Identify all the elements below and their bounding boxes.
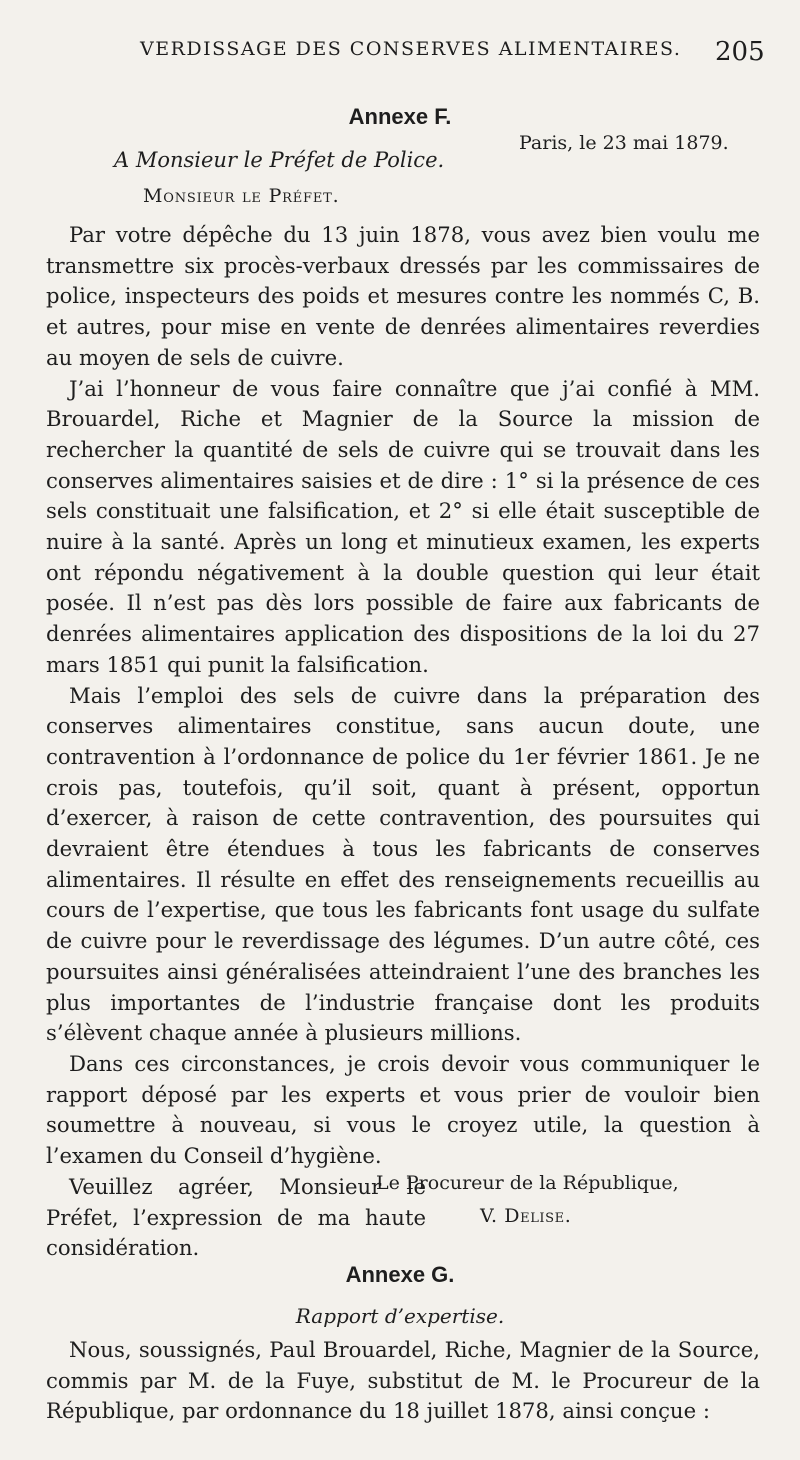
annex-g-title: Annexe G.: [345, 1262, 455, 1287]
letter-body: [46, 220, 760, 1264]
letter-paragraph: Dans ces circonstances, je crois devoir vous communiquer le rapport déposé par les experts et vous prier de vouloir bien soumettre à nouveau, si vous le croyez utile, la question à l’examen du Conseil d’hygiène.: [46, 1050, 760, 1169]
letter-addressee: A Monsieur le Préfet de Police.: [114, 148, 445, 172]
report-paragraph: Nous, soussignés, Paul Brouardel, Riche, Magnier de la Source, commis par M. de la Fuye, substitut de M. le Procureur de la République, par ordonnance du 18 juillet 1878, ainsi conçue :: [46, 1337, 760, 1424]
signature-role: Le Procureur de la République,: [376, 1172, 679, 1194]
letter-paragraph: J’ai l’honneur de vous faire connaître que j’ai confié à MM. Brouardel, Riche et Magnier de la Source la mission de rechercher la quantité de sels de cuivre qui se trouvait dans les conserves alimentaires saisies et de dire : 1° si la présence de ces sels constituait une falsification, et 2° si elle était susceptible de nuire à la santé. Après un long et minutieux examen, les experts ont répondu négativement à la double question qui leur était posée. Il n’est pas dès lors possible de faire aux fabricants de denrées alimentaires application des dispositions de la loi du 27 mars 1851 qui punit la falsification.: [46, 375, 760, 677]
running-title: VERDISSAGE DES CONSERVES ALIMENTAIRES.: [140, 38, 682, 60]
page-number: 205: [715, 37, 765, 67]
letter-dateline: Paris, le 23 mai 1879.: [519, 132, 729, 154]
letter-paragraph: Par votre dépêche du 13 juin 1878, vous avez bien voulu me transmettre six procès-verbaux dressés par les commissaires de police, inspecteurs des poids et mesures contre les nommés C, B. et autres, pour mise en vente de denrées alimentaires reverdies au moyen de sels de cuivre.: [46, 222, 760, 370]
signature-name-text: V. Delise.: [480, 1205, 572, 1227]
letter-salutation: [143, 185, 339, 207]
annex-f-title: Annexe F.: [348, 104, 452, 129]
letter-paragraph: Veuillez agréer, Monsieur le Préfet, l’expression de ma haute considération.: [46, 1173, 426, 1261]
report-body: [46, 1335, 760, 1427]
salutation-text: Monsieur le Préfet.: [143, 185, 340, 207]
letter-paragraph: Mais l’emploi des sels de cuivre dans la préparation des conserves alimentaires constitue, sans aucun doute, une contravention à l’ordonnance de police du 1er février 1861. Je ne crois pas, toutefois, qu’il soit, quant à présent, opportun d’exercer, à raison de cette contravention, des poursuites qui devraient être étendues à tous les fabricants de conserves alimentaires. Il résulte en effet des renseignements recueillis au cours de l’expertise, que tous les fabricants font usage du sulfate de cuivre pour le reverdissage des légumes. D’un autre côté, ces poursuites ainsi généralisées atteindraient l’une des branches les plus importantes de l’industrie française dont les produits s’élèvent chaque année à plusieurs millions.: [46, 682, 760, 1046]
signature-name: [480, 1205, 571, 1227]
annex-g-subtitle: Rapport d’expertise.: [295, 1304, 505, 1328]
